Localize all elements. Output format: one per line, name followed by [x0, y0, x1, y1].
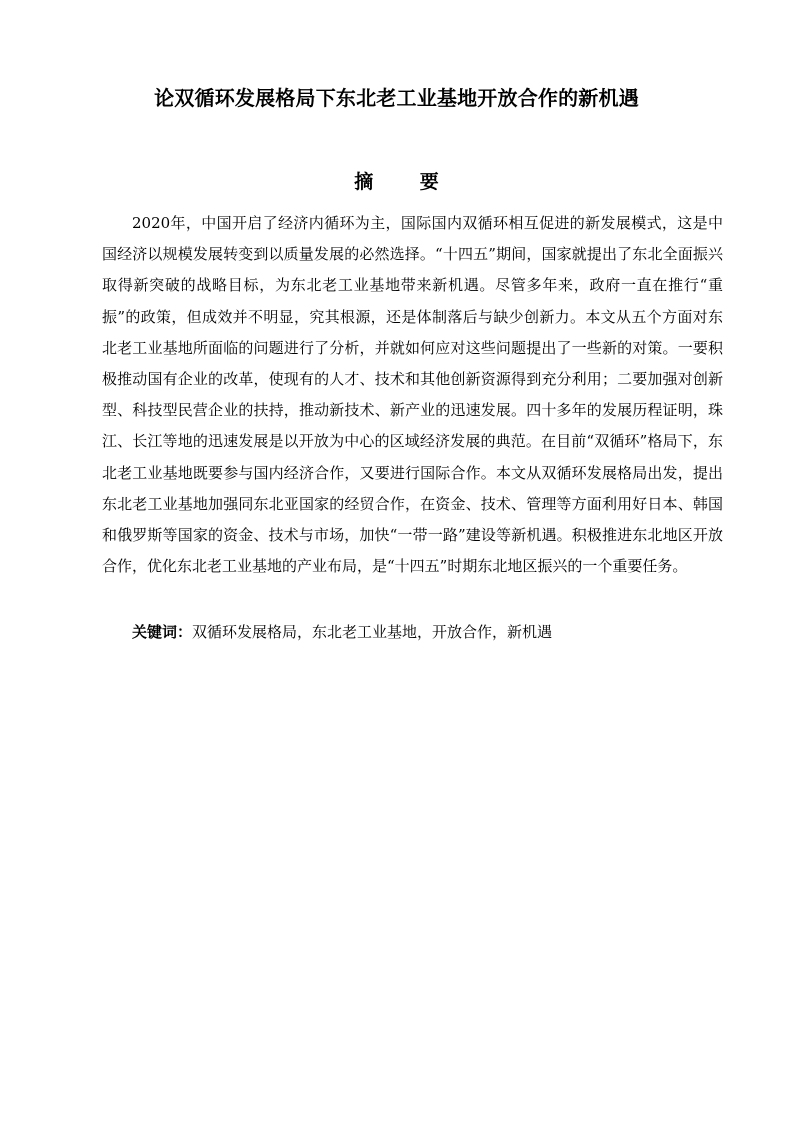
keywords-line — [132, 618, 722, 646]
keywords-label: 关键词： — [132, 623, 193, 641]
document-title: 论双循环发展格局下东北老工业基地开放合作的新机遇 — [154, 86, 639, 110]
abstract-heading: 摘 要 — [354, 171, 459, 193]
keywords-text: 双循环发展格局，东北老工业基地，开放合作，新机遇 — [192, 623, 553, 641]
abstract-paragraph: 2020年，中国开启了经济内循环为主，国际国内双循环相互促进的新发展模式，这是中国经济以规模发展转变到以质量发展的必然选择。“十四五”期间，国家就提出了东北全面振兴取得新突破的战略目标，为东北老工业基地带来新机遇。尽管多年来，政府一直在推行“重振”的政策，但成效并不明显，究其根源，还是体制落后与缺少创新力。本文从五个方面对东北老工业基地所面临的问题进行了分析，并就如何应对这些问题提出了一些新的对策。一要积极推动国有企业的改革，使现有的人才、技术和其他创新资源得到充分利用；二要加强对创新型、科技型民营企业的扶持，推动新技术、新产业的迅速发展。四十多年的发展历程证明，珠江、长江等地的迅速发展是以开放为中心的区域经济发展的典范。在目前“双循环”格局下，东北老工业基地既要参与国内经济合作，又要进行国际合作。本文从双循环发展格局出发，提出东北老工业基地加强同东北亚国家的经贸合作，在资金、技术、管理等方面利用好日本、韩国和俄罗斯等国家的资金、技术与市场，加快“一带一路”建设等新机遇。积极推进东北地区开放合作，优化东北老工业基地的产业布局，是“十四五”时期东北地区振兴的一个重要任务。 — [102, 214, 723, 576]
